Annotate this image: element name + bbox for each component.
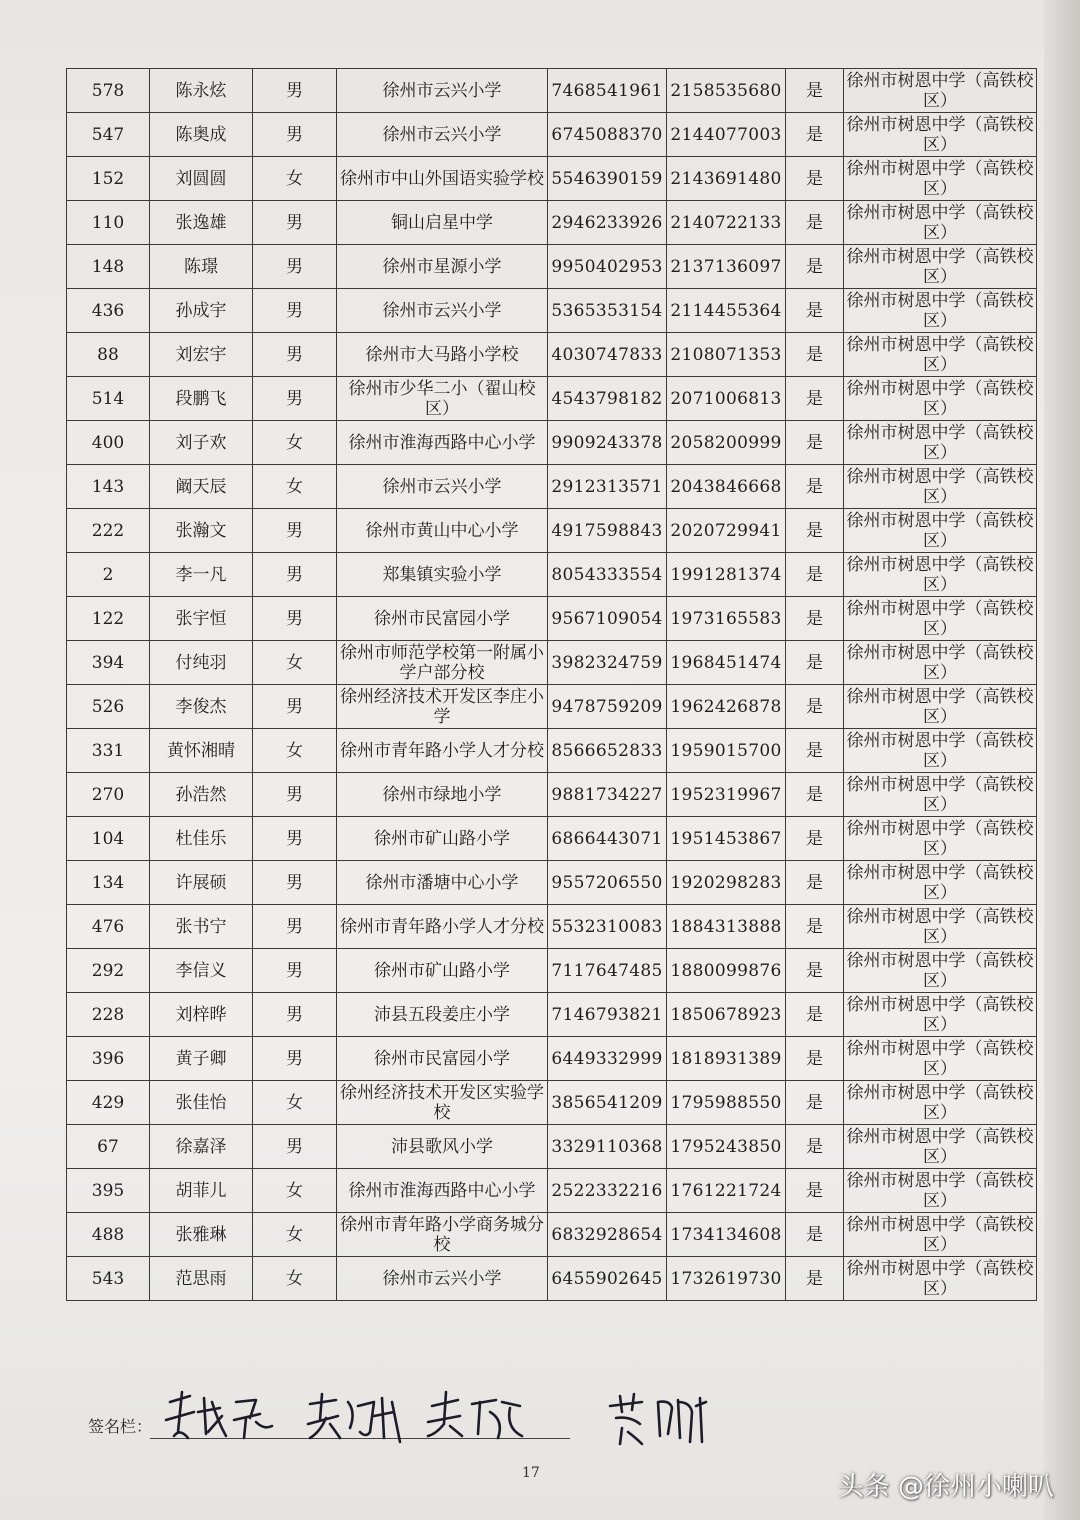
cell-admitted-flag: 是 [786,949,844,993]
cell-id-1: 3982324759 [548,641,667,685]
cell-destination-school: 徐州市树恩中学（高铁校区） [844,377,1037,421]
cell-admitted-flag: 是 [786,1081,844,1125]
cell-id-1: 9881734227 [548,773,667,817]
cell-destination-school: 徐州市树恩中学（高铁校区） [844,1213,1037,1257]
cell-id-1: 8566652833 [548,729,667,773]
cell-number: 292 [67,949,150,993]
cell-student-name: 刘梓晔 [150,993,253,1037]
cell-id-1: 2522332216 [548,1169,667,1213]
signature-4 [610,1394,706,1444]
cell-admitted-flag: 是 [786,157,844,201]
cell-id-1: 9950402953 [548,245,667,289]
cell-admitted-flag: 是 [786,905,844,949]
source-watermark: 头条 @徐州小喇叭 [837,1472,1054,1502]
cell-student-name: 李信义 [150,949,253,993]
cell-gender: 男 [253,861,337,905]
cell-destination-school: 徐州市树恩中学（高铁校区） [844,861,1037,905]
cell-admitted-flag: 是 [786,113,844,157]
cell-id-2: 1884313888 [667,905,786,949]
cell-school: 徐州市中山外国语实验学校 [337,157,548,201]
table-row [67,289,1037,333]
cell-id-2: 1951453867 [667,817,786,861]
cell-admitted-flag: 是 [786,685,844,729]
cell-student-name: 张瀚文 [150,509,253,553]
cell-school: 沛县五段姜庄小学 [337,993,548,1037]
cell-id-1: 2912313571 [548,465,667,509]
cell-school: 徐州市民富园小学 [337,597,548,641]
cell-school: 徐州市矿山路小学 [337,817,548,861]
cell-number: 400 [67,421,150,465]
cell-student-name: 刘子欢 [150,421,253,465]
handwritten-signatures [160,1372,780,1462]
cell-id-1: 6866443071 [548,817,667,861]
cell-id-2: 1880099876 [667,949,786,993]
table-row [67,1169,1037,1213]
table-row [67,861,1037,905]
cell-student-name: 黄子卿 [150,1037,253,1081]
table-row [67,993,1037,1037]
cell-gender: 男 [253,905,337,949]
cell-gender: 男 [253,1125,337,1169]
cell-school: 郑集镇实验小学 [337,553,548,597]
cell-id-2: 1962426878 [667,685,786,729]
cell-id-1: 5532310083 [548,905,667,949]
cell-admitted-flag: 是 [786,289,844,333]
cell-gender: 男 [253,1037,337,1081]
cell-gender: 女 [253,465,337,509]
cell-gender: 男 [253,773,337,817]
table-row [67,685,1037,729]
cell-school: 徐州市云兴小学 [337,69,548,113]
cell-admitted-flag: 是 [786,993,844,1037]
cell-admitted-flag: 是 [786,377,844,421]
signature-1 [166,1392,272,1438]
cell-gender: 男 [253,509,337,553]
cell-school: 徐州经济技术开发区李庄小学 [337,685,548,729]
cell-student-name: 李俊杰 [150,685,253,729]
cell-admitted-flag: 是 [786,641,844,685]
cell-number: 526 [67,685,150,729]
cell-destination-school: 徐州市树恩中学（高铁校区） [844,641,1037,685]
cell-destination-school: 徐州市树恩中学（高铁校区） [844,1037,1037,1081]
cell-id-1: 3329110368 [548,1125,667,1169]
binder-edge [1044,0,1080,1520]
cell-student-name: 刘宏宇 [150,333,253,377]
table-row [67,1125,1037,1169]
cell-destination-school: 徐州市树恩中学（高铁校区） [844,1125,1037,1169]
cell-gender: 男 [253,553,337,597]
table-row [67,421,1037,465]
cell-id-2: 1734134608 [667,1213,786,1257]
cell-school: 徐州市云兴小学 [337,289,548,333]
cell-school: 徐州市少华二小（翟山校区） [337,377,548,421]
cell-student-name: 杜佳乐 [150,817,253,861]
cell-destination-school: 徐州市树恩中学（高铁校区） [844,993,1037,1037]
cell-gender: 女 [253,641,337,685]
cell-destination-school: 徐州市树恩中学（高铁校区） [844,465,1037,509]
cell-id-2: 1968451474 [667,641,786,685]
cell-student-name: 徐嘉泽 [150,1125,253,1169]
cell-destination-school: 徐州市树恩中学（高铁校区） [844,289,1037,333]
cell-id-2: 1850678923 [667,993,786,1037]
cell-student-name: 刘圆圆 [150,157,253,201]
cell-id-2: 2043846668 [667,465,786,509]
cell-number: 270 [67,773,150,817]
cell-number: 547 [67,113,150,157]
cell-destination-school: 徐州市树恩中学（高铁校区） [844,597,1037,641]
cell-gender: 男 [253,993,337,1037]
cell-id-1: 6832928654 [548,1213,667,1257]
cell-gender: 男 [253,201,337,245]
cell-number: 228 [67,993,150,1037]
cell-school: 徐州市青年路小学人才分校 [337,729,548,773]
cell-id-1: 6745088370 [548,113,667,157]
cell-id-2: 1952319967 [667,773,786,817]
cell-id-1: 5546390159 [548,157,667,201]
cell-gender: 男 [253,113,337,157]
cell-admitted-flag: 是 [786,69,844,113]
cell-student-name: 范思雨 [150,1257,253,1301]
cell-number: 476 [67,905,150,949]
cell-admitted-flag: 是 [786,421,844,465]
cell-gender: 女 [253,157,337,201]
cell-number: 543 [67,1257,150,1301]
roster-body [67,69,1037,1301]
cell-id-2: 2108071353 [667,333,786,377]
cell-gender: 女 [253,1081,337,1125]
cell-school: 徐州市青年路小学商务城分校 [337,1213,548,1257]
cell-destination-school: 徐州市树恩中学（高铁校区） [844,1169,1037,1213]
cell-gender: 男 [253,685,337,729]
table-row [67,377,1037,421]
cell-gender: 男 [253,289,337,333]
cell-admitted-flag: 是 [786,1037,844,1081]
cell-gender: 女 [253,421,337,465]
cell-id-2: 1959015700 [667,729,786,773]
cell-number: 395 [67,1169,150,1213]
cell-gender: 女 [253,1213,337,1257]
cell-school: 徐州市潘塘中心小学 [337,861,548,905]
cell-id-1: 5365353154 [548,289,667,333]
cell-destination-school: 徐州市树恩中学（高铁校区） [844,773,1037,817]
table-row [67,113,1037,157]
cell-student-name: 阚天辰 [150,465,253,509]
table-row [67,1213,1037,1257]
table-row [67,729,1037,773]
cell-number: 110 [67,201,150,245]
cell-number: 2 [67,553,150,597]
cell-admitted-flag: 是 [786,773,844,817]
cell-id-2: 2058200999 [667,421,786,465]
cell-student-name: 陈璟 [150,245,253,289]
cell-admitted-flag: 是 [786,245,844,289]
cell-destination-school: 徐州市树恩中学（高铁校区） [844,949,1037,993]
cell-admitted-flag: 是 [786,553,844,597]
cell-destination-school: 徐州市树恩中学（高铁校区） [844,69,1037,113]
cell-destination-school: 徐州市树恩中学（高铁校区） [844,157,1037,201]
cell-id-1: 6455902645 [548,1257,667,1301]
cell-destination-school: 徐州市树恩中学（高铁校区） [844,333,1037,377]
cell-school: 徐州市绿地小学 [337,773,548,817]
cell-admitted-flag: 是 [786,509,844,553]
cell-destination-school: 徐州市树恩中学（高铁校区） [844,905,1037,949]
cell-admitted-flag: 是 [786,729,844,773]
cell-number: 331 [67,729,150,773]
cell-student-name: 孙成宇 [150,289,253,333]
admission-roster-table [66,68,1037,1301]
cell-id-2: 2158535680 [667,69,786,113]
cell-destination-school: 徐州市树恩中学（高铁校区） [844,421,1037,465]
cell-destination-school: 徐州市树恩中学（高铁校区） [844,553,1037,597]
signature-label: 签名栏： [88,1417,153,1436]
cell-id-2: 2020729941 [667,509,786,553]
cell-admitted-flag: 是 [786,861,844,905]
cell-gender: 女 [253,1169,337,1213]
cell-student-name: 张佳怡 [150,1081,253,1125]
cell-id-2: 2137136097 [667,245,786,289]
cell-number: 488 [67,1213,150,1257]
cell-school: 徐州市云兴小学 [337,465,548,509]
cell-number: 222 [67,509,150,553]
signature-3 [428,1392,522,1438]
cell-school: 徐州市淮海西路中心小学 [337,1169,548,1213]
cell-school: 徐州市矿山路小学 [337,949,548,993]
table-row [67,949,1037,993]
cell-id-1: 7146793821 [548,993,667,1037]
cell-number: 429 [67,1081,150,1125]
cell-admitted-flag: 是 [786,333,844,377]
cell-number: 152 [67,157,150,201]
table-row [67,509,1037,553]
cell-id-1: 4030747833 [548,333,667,377]
cell-school: 徐州市淮海西路中心小学 [337,421,548,465]
cell-destination-school: 徐州市树恩中学（高铁校区） [844,685,1037,729]
cell-number: 67 [67,1125,150,1169]
cell-id-2: 2143691480 [667,157,786,201]
cell-student-name: 段鹏飞 [150,377,253,421]
cell-id-2: 1761221724 [667,1169,786,1213]
cell-school: 徐州市师范学校第一附属小学户部分校 [337,641,548,685]
cell-gender: 女 [253,1257,337,1301]
cell-id-2: 1732619730 [667,1257,786,1301]
cell-student-name: 张书宁 [150,905,253,949]
cell-school: 铜山启星中学 [337,201,548,245]
table-row [67,1037,1037,1081]
cell-id-2: 2140722133 [667,201,786,245]
table-row [67,69,1037,113]
cell-destination-school: 徐州市树恩中学（高铁校区） [844,113,1037,157]
cell-destination-school: 徐州市树恩中学（高铁校区） [844,1081,1037,1125]
table-row [67,1081,1037,1125]
cell-number: 122 [67,597,150,641]
cell-id-1: 9478759209 [548,685,667,729]
cell-id-1: 7468541961 [548,69,667,113]
cell-student-name: 黄怀湘晴 [150,729,253,773]
table-row [67,817,1037,861]
cell-id-2: 1920298283 [667,861,786,905]
cell-student-name: 张雅琳 [150,1213,253,1257]
cell-school: 徐州市青年路小学人才分校 [337,905,548,949]
cell-destination-school: 徐州市树恩中学（高铁校区） [844,509,1037,553]
cell-id-2: 1973165583 [667,597,786,641]
cell-admitted-flag: 是 [786,201,844,245]
cell-admitted-flag: 是 [786,1169,844,1213]
cell-admitted-flag: 是 [786,817,844,861]
table-row [67,333,1037,377]
table-row [67,773,1037,817]
cell-id-1: 3856541209 [548,1081,667,1125]
cell-admitted-flag: 是 [786,1257,844,1301]
table-row [67,1257,1037,1301]
cell-admitted-flag: 是 [786,1213,844,1257]
cell-gender: 男 [253,69,337,113]
cell-number: 143 [67,465,150,509]
cell-school: 徐州市云兴小学 [337,1257,548,1301]
cell-number: 514 [67,377,150,421]
cell-student-name: 陈奥成 [150,113,253,157]
cell-gender: 男 [253,597,337,641]
cell-number: 394 [67,641,150,685]
table-row [67,157,1037,201]
cell-admitted-flag: 是 [786,465,844,509]
table-row [67,641,1037,685]
cell-id-1: 7117647485 [548,949,667,993]
cell-student-name: 许展硕 [150,861,253,905]
cell-id-1: 2946233926 [548,201,667,245]
page-number: 17 [522,1465,540,1481]
cell-id-1: 6449332999 [548,1037,667,1081]
cell-destination-school: 徐州市树恩中学（高铁校区） [844,245,1037,289]
cell-number: 134 [67,861,150,905]
cell-school: 徐州市民富园小学 [337,1037,548,1081]
signature-2 [308,1394,400,1442]
cell-destination-school: 徐州市树恩中学（高铁校区） [844,201,1037,245]
cell-id-1: 9567109054 [548,597,667,641]
cell-student-name: 陈永炫 [150,69,253,113]
cell-id-1: 9557206550 [548,861,667,905]
cell-id-2: 1795988550 [667,1081,786,1125]
cell-number: 148 [67,245,150,289]
cell-gender: 男 [253,333,337,377]
cell-id-2: 1818931389 [667,1037,786,1081]
cell-student-name: 李一凡 [150,553,253,597]
cell-school: 沛县歌风小学 [337,1125,548,1169]
cell-number: 88 [67,333,150,377]
table-row [67,905,1037,949]
cell-id-2: 1795243850 [667,1125,786,1169]
table-row [67,245,1037,289]
cell-number: 436 [67,289,150,333]
cell-number: 396 [67,1037,150,1081]
cell-destination-school: 徐州市树恩中学（高铁校区） [844,729,1037,773]
cell-student-name: 付纯羽 [150,641,253,685]
cell-school: 徐州市大马路小学校 [337,333,548,377]
cell-student-name: 张逸雄 [150,201,253,245]
cell-student-name: 张宇恒 [150,597,253,641]
cell-id-2: 2071006813 [667,377,786,421]
cell-gender: 女 [253,729,337,773]
cell-student-name: 孙浩然 [150,773,253,817]
cell-destination-school: 徐州市树恩中学（高铁校区） [844,817,1037,861]
cell-gender: 男 [253,377,337,421]
cell-student-name: 胡菲儿 [150,1169,253,1213]
table-row [67,201,1037,245]
cell-school: 徐州市云兴小学 [337,113,548,157]
cell-id-2: 2114455364 [667,289,786,333]
cell-school: 徐州市黄山中心小学 [337,509,548,553]
cell-number: 578 [67,69,150,113]
cell-id-1: 4917598843 [548,509,667,553]
cell-id-2: 1991281374 [667,553,786,597]
table-row [67,597,1037,641]
cell-gender: 男 [253,817,337,861]
cell-id-2: 2144077003 [667,113,786,157]
cell-id-1: 8054333554 [548,553,667,597]
cell-destination-school: 徐州市树恩中学（高铁校区） [844,1257,1037,1301]
cell-school: 徐州市星源小学 [337,245,548,289]
cell-school: 徐州经济技术开发区实验学校 [337,1081,548,1125]
cell-admitted-flag: 是 [786,597,844,641]
table-row [67,553,1037,597]
cell-id-1: 9909243378 [548,421,667,465]
cell-number: 104 [67,817,150,861]
cell-id-1: 4543798182 [548,377,667,421]
cell-gender: 男 [253,949,337,993]
table-row [67,465,1037,509]
cell-gender: 男 [253,245,337,289]
cell-admitted-flag: 是 [786,1125,844,1169]
